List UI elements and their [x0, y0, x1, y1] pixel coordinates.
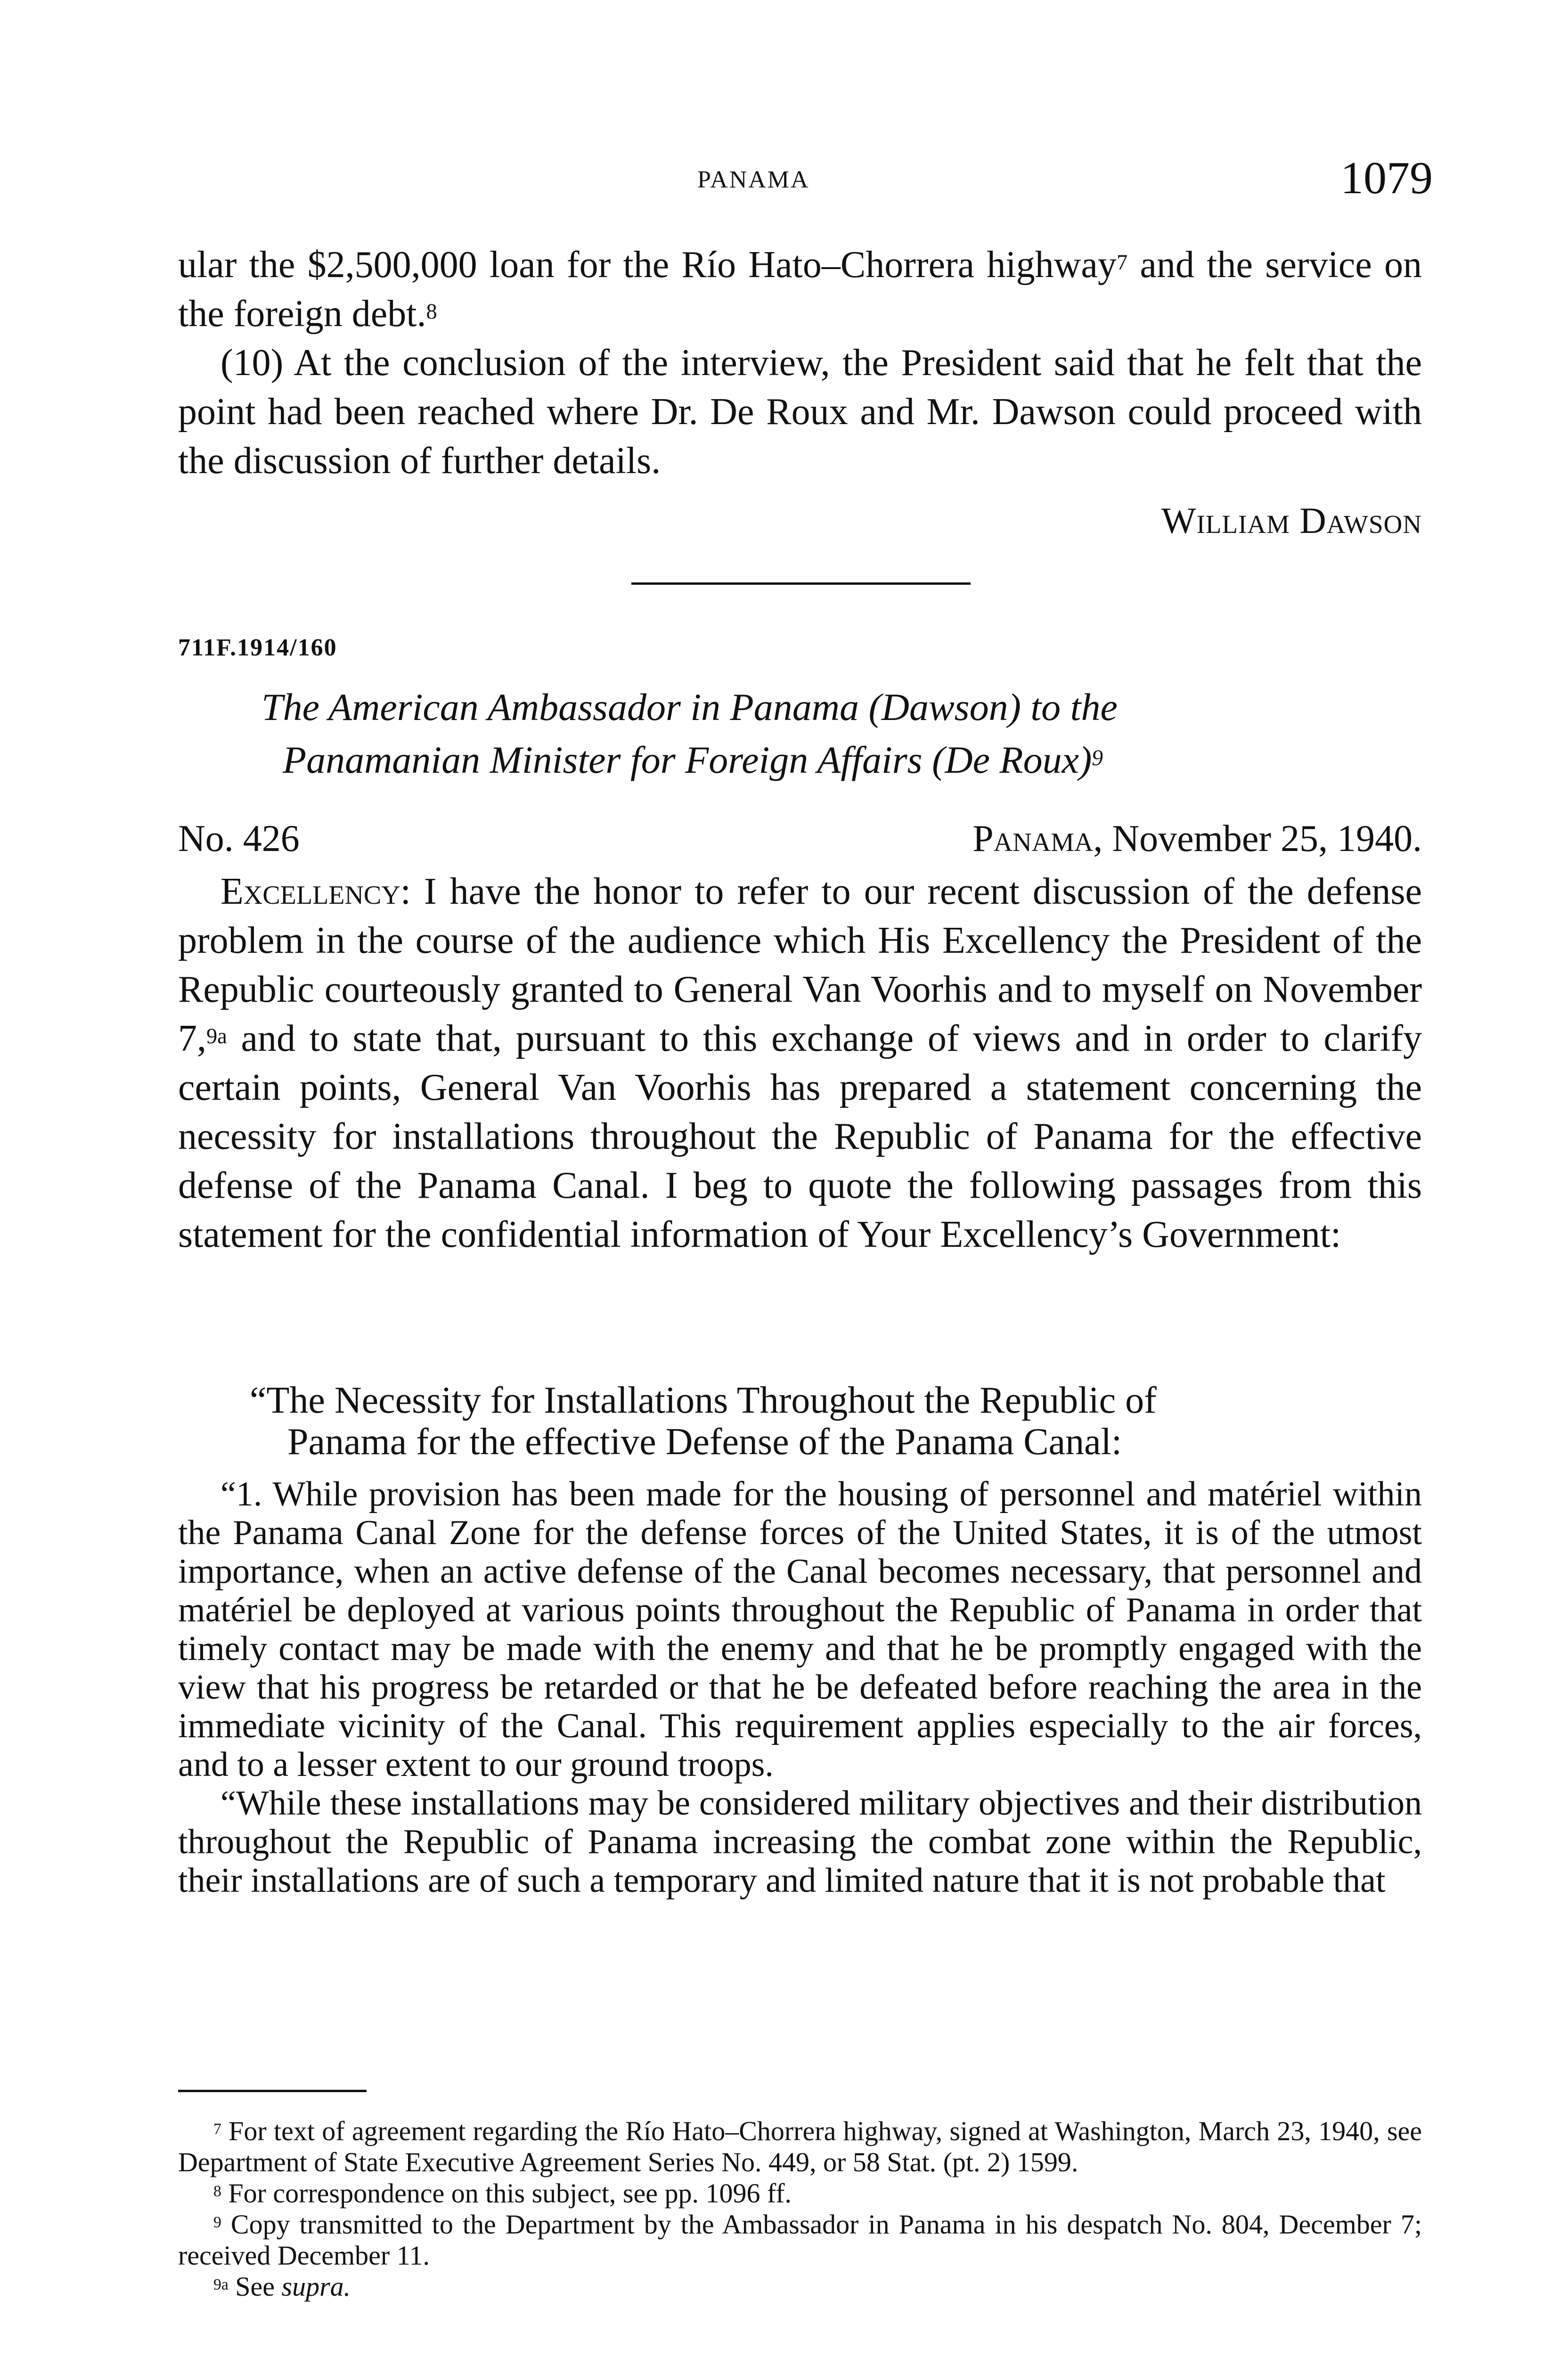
- quote-heading-line-2: Panama for the effective Defense of the Panama Canal:: [287, 1421, 1122, 1463]
- footnote-text: For text of agreement regarding the Río Hato–Chorrera highway, signed at Washington, March 23, 1940, see Department of State Executive Agreement Series No. 449, or 58 Stat. (pt. 2) 1599.: [178, 2116, 1422, 2177]
- letter-paragraph: [178, 867, 1422, 1259]
- title-line-2: [261, 734, 1397, 786]
- quote-paragraph: “While these installations may be considered military objectives and their distribution throughout the Republic of Panama increasing the combat zone within the Republic, their installations are of such a temporary and limited nature that it is not probable that: [178, 1784, 1422, 1900]
- section-divider: [631, 582, 971, 585]
- footnote: [178, 2116, 1422, 2178]
- footnote-italic: supra.: [281, 2271, 351, 2302]
- paragraph-continuation: [178, 240, 1422, 338]
- footnote-mark: 9a: [213, 2276, 229, 2293]
- footnote: [178, 2271, 1422, 2302]
- dispatch-number: No. 426: [178, 818, 300, 859]
- letter-text: I have the honor to refer to our recent discussion of the defense problem in the course of the audience which His Excellency the President of the Republic courteously granted to General Van Voorhis and to myself on November 7,: [178, 871, 1422, 1059]
- footnote-divider: [178, 2090, 367, 2092]
- salutation: Excellency:: [220, 871, 411, 912]
- footnote-text: See: [228, 2271, 282, 2302]
- signature: William Dawson: [1161, 500, 1422, 541]
- footnote: [178, 2178, 1422, 2209]
- footnote-ref-8: 8: [426, 300, 437, 324]
- footnote: [178, 2209, 1422, 2271]
- dispatch-date: November 25, 1940.: [1102, 818, 1422, 859]
- footnote-mark: 9: [213, 2214, 221, 2231]
- file-number: 711F.1914/160: [178, 634, 337, 661]
- paragraph-text: ular the $2,500,000 loan for the Río Hato–Chorrera highway: [178, 244, 1117, 286]
- footnote-text: For correspondence on this subject, see pp. 1096 ff.: [221, 2178, 792, 2209]
- footnote-mark: 8: [213, 2183, 221, 2200]
- dispatch-dateline: [178, 818, 1422, 860]
- paragraph-10: (10) At the conclusion of the interview, the President said that he felt that the point had been reached where Dr. De Roux and Mr. Dawson could proceed with the discussion of further details.: [178, 342, 1422, 482]
- running-head: PANAMA: [697, 166, 810, 193]
- footnote-mark: 7: [213, 2120, 221, 2138]
- footnotes: [178, 2116, 1422, 2302]
- quote-paragraph: “1. While provision has been made for the housing of personnel and matériel within the Panama Canal Zone for the defense forces of the United States, it is of the utmost importance, when an active defense of the Canal becomes necessary, that personnel and matériel be deployed at various points throughout the Republic of Panama in order that timely contact may be made with the enemy and that he be promptly engaged with the view that his progress be retarded or that he be defeated before reaching the area in the immediate vicinity of the Canal. This requirement applies especially to the air forces, and to a lesser extent to our ground troops.: [178, 1475, 1422, 1784]
- paragraph-text: and the service on the foreign debt.: [178, 244, 1422, 335]
- quote-heading-line-1: “The Necessity for Installations Throughout the Republic of: [250, 1380, 1157, 1421]
- letter-body: [178, 867, 1422, 1259]
- footnote-ref-7: 7: [1116, 251, 1128, 275]
- block-quote: [178, 1475, 1422, 1900]
- dispatch-place: Panama,: [972, 818, 1103, 859]
- footnote-text: Copy transmitted to the Department by the Ambassador in Panama in his despatch No. 804, December 7; received December 11.: [178, 2209, 1422, 2271]
- title-line-2-text: Panamanian Minister for Foreign Affairs (De Roux): [283, 738, 1092, 781]
- title-line-1: The American Ambassador in Panama (Dawson) to the: [261, 686, 1118, 728]
- document-title: [261, 681, 1397, 786]
- footnote-ref-9a: 9a: [206, 1024, 227, 1048]
- continuation-text: [178, 240, 1422, 485]
- quote-heading: [250, 1380, 1376, 1463]
- page-number: 1079: [1340, 153, 1433, 204]
- footnote-ref-9: 9: [1092, 746, 1103, 770]
- letter-text: and to state that, pursuant to this exchange of views and in order to clarify certain points, General Van Voorhis has prepared a statement concerning the necessity for installations throughout the Republic of Panama for the effective defense of the Panama Canal. I beg to quote the following passages from this statement for the confidential information of Your Excellency’s Government:: [178, 1018, 1422, 1255]
